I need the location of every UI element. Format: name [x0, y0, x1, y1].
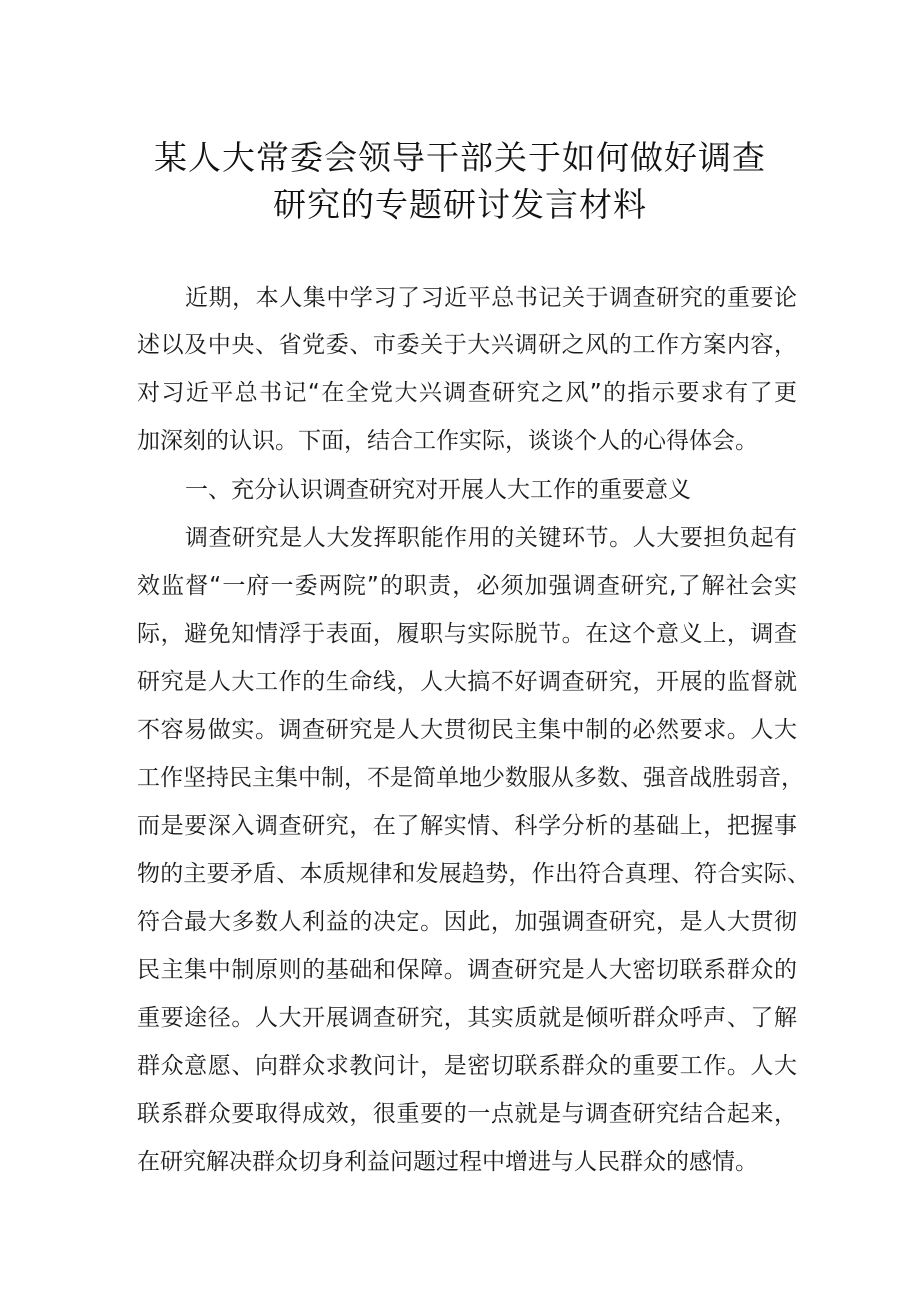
paragraph-line: 联系群众要取得成效，很重要的一点就是与调查研究结合起来， — [137, 1101, 797, 1127]
paragraph-line: 符合最大多数人利益的决定。因此，加强调查研究，是人大贯彻 — [137, 909, 797, 935]
paragraph-line: 物的主要矛盾、本质规律和发展趋势，作出符合真理、符合实际、 — [137, 861, 810, 887]
paragraph-line: 近期，本人集中学习了习近平总书记关于调查研究的重要论 — [185, 285, 797, 311]
paragraph-line: 而是要深入调查研究，在了解实情、科学分析的基础上，把握事 — [137, 813, 797, 839]
paragraph-line: 调查研究是人大发挥职能作用的关键环节。人大要担负起有 — [185, 525, 797, 551]
paragraph-line: 重要途径。人大开展调查研究，其实质就是倾听群众呼声、了解 — [137, 1005, 797, 1031]
paragraph-line: 述以及中央、省党委、市委关于大兴调研之风的工作方案内容， — [137, 332, 797, 358]
paragraph-line: 加深刻的认识。下面，结合工作实际，谈谈个人的心得体会。 — [137, 428, 758, 454]
paragraph-line: 工作坚持民主集中制，不是简单地少数服从多数、强音战胜弱音， — [137, 765, 804, 791]
section-heading: 一、充分认识调查研究对开展人大工作的重要意义 — [185, 477, 691, 503]
document-title-line-1: 某人大常委会领导干部关于如何做好调查 — [154, 138, 766, 177]
paragraph-line: 际，避免知情浮于表面，履职与实际脱节。在这个意义上，调查 — [137, 621, 797, 647]
paragraph-line: 效监督“一府一委两院”的职责，必须加强调查研究,了解社会实 — [137, 573, 797, 599]
paragraph-line: 群众意愿、向群众求教问计，是密切联系群众的重要工作。人大 — [137, 1053, 797, 1079]
paragraph-line: 对习近平总书记“在全党大兴调查研究之风”的指示要求有了更 — [137, 380, 797, 406]
paragraph-line: 在研究解决群众切身利益问题过程中增进与人民群众的感情。 — [137, 1149, 758, 1175]
document-title-line-2: 研究的专题研讨发言材料 — [273, 185, 647, 224]
paragraph-line: 不容易做实。调查研究是人大贯彻民主集中制的必然要求。人大 — [137, 717, 797, 743]
paragraph-line: 民主集中制原则的基础和保障。调查研究是人大密切联系群众的 — [137, 957, 797, 983]
paragraph-line: 研究是人大工作的生命线，人大搞不好调查研究，开展的监督就 — [137, 669, 797, 695]
